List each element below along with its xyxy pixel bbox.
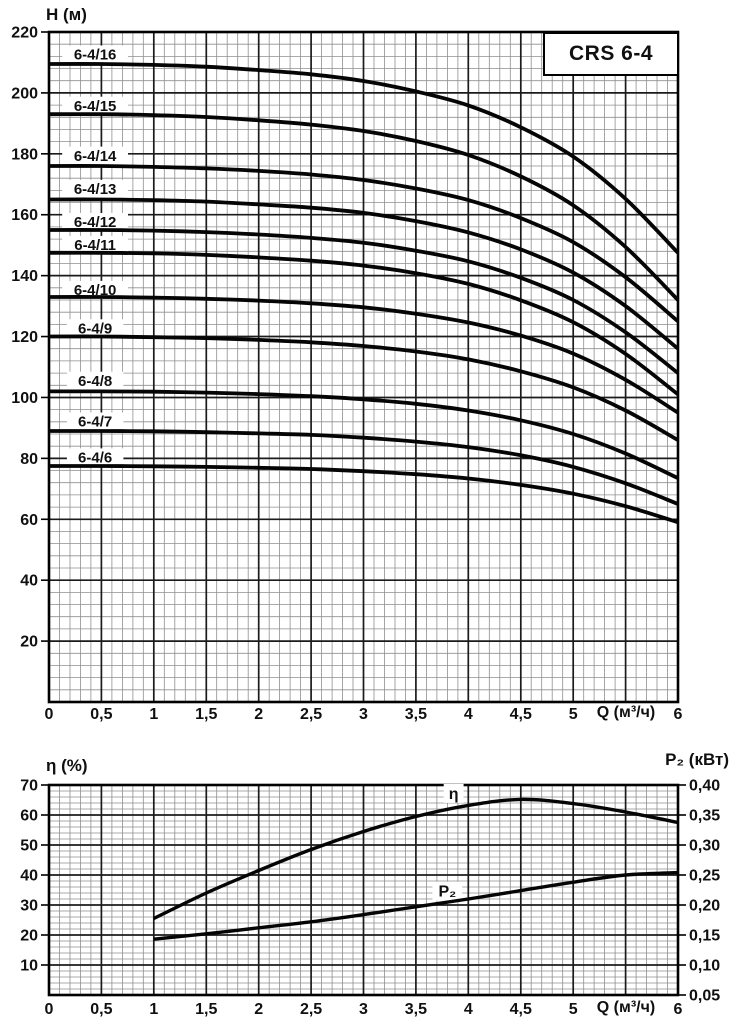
y-tick-label-right: 0,35 — [689, 807, 721, 825]
x-tick-label: 4,5 — [509, 706, 532, 723]
x-tick-label: 0 — [44, 1001, 54, 1018]
curve-label: 6-4/13 — [73, 181, 117, 199]
y-tick-label: 200 — [11, 85, 38, 103]
y-tick-label-left: 20 — [20, 927, 38, 945]
curve-label: 6-4/14 — [73, 147, 117, 165]
head-axis-title: H (м) — [46, 5, 87, 24]
y-tick-label: 120 — [11, 329, 38, 347]
x-tick-label: 2 — [254, 706, 264, 723]
curve-label: 6-4/6 — [78, 449, 113, 467]
y-tick-label-left: 10 — [20, 957, 38, 975]
x-tick-label: 2,5 — [299, 706, 323, 723]
x-tick-label: 3 — [359, 706, 368, 723]
efficiency-power-chart-svg — [0, 745, 730, 1024]
y-tick-label: 60 — [20, 511, 38, 529]
series-label: η — [448, 785, 459, 803]
x-tick-label: 0,5 — [90, 706, 113, 723]
power-axis-title: P₂ (кВт) — [665, 750, 729, 769]
curve-label: 6-4/11 — [74, 237, 116, 255]
x-tick-label: 4 — [463, 706, 473, 723]
series-label: P₂ — [438, 883, 457, 901]
y-tick-label: 140 — [11, 268, 38, 286]
x-tick-label: 0 — [44, 706, 54, 723]
x-tick-label: 5 — [568, 706, 578, 723]
x-tick-label: 0,5 — [90, 1001, 113, 1018]
flow-axis-title-bottom: Q (м³/ч) — [596, 999, 656, 1016]
curve-label: 6-4/12 — [73, 214, 117, 232]
curve-label: 6-4/9 — [78, 320, 113, 338]
x-tick-label: 5 — [568, 1001, 578, 1018]
flow-axis-title-top: Q (м³/ч) — [596, 704, 656, 721]
x-tick-label: 1 — [149, 706, 159, 723]
x-tick-label: 2,5 — [299, 1001, 323, 1018]
x-tick-label: 6 — [673, 706, 683, 723]
curve-label: 6-4/16 — [73, 46, 117, 64]
curve-label: 6-4/8 — [78, 372, 113, 390]
y-tick-label: 100 — [11, 389, 38, 407]
y-tick-label-left: 60 — [20, 807, 38, 825]
y-tick-label-right: 0,25 — [689, 867, 721, 885]
curve-label: 6-4/7 — [78, 413, 113, 431]
x-tick-label: 3,5 — [404, 1001, 428, 1018]
x-tick-label: 4 — [463, 1001, 473, 1018]
y-tick-label: 40 — [20, 572, 38, 590]
y-tick-label: 220 — [11, 24, 38, 42]
y-tick-label: 180 — [11, 146, 38, 164]
pump-model-badge: CRS 6-4 — [543, 32, 679, 76]
y-tick-label-right: 0,30 — [689, 837, 721, 855]
x-tick-label: 6 — [673, 1001, 683, 1018]
y-tick-label-left: 30 — [20, 897, 38, 915]
y-tick-label-right: 0,15 — [689, 927, 721, 945]
y-tick-label-right: 0,20 — [689, 897, 721, 915]
efficiency-axis-title: η (%) — [46, 756, 88, 775]
curve-label: 6-4/10 — [73, 282, 117, 300]
y-tick-label-right: 0,10 — [689, 957, 721, 975]
x-tick-label: 3,5 — [404, 706, 428, 723]
y-tick-label: 80 — [20, 450, 38, 468]
y-tick-label: 20 — [20, 633, 38, 651]
x-tick-label: 2 — [254, 1001, 264, 1018]
y-tick-label-left: 40 — [20, 867, 38, 885]
x-tick-label: 1,5 — [195, 706, 218, 723]
x-tick-label: 1 — [149, 1001, 159, 1018]
curve-label: 6-4/15 — [73, 97, 117, 115]
y-tick-label: 160 — [11, 207, 38, 225]
x-tick-label: 3 — [359, 1001, 368, 1018]
x-tick-label: 1,5 — [195, 1001, 218, 1018]
y-tick-label-right: 0,40 — [689, 777, 721, 795]
y-tick-label-left: 50 — [20, 837, 38, 855]
y-tick-label-left: 70 — [20, 777, 38, 795]
y-tick-label-right: 0,05 — [689, 987, 721, 1005]
x-tick-label: 4,5 — [509, 1001, 532, 1018]
